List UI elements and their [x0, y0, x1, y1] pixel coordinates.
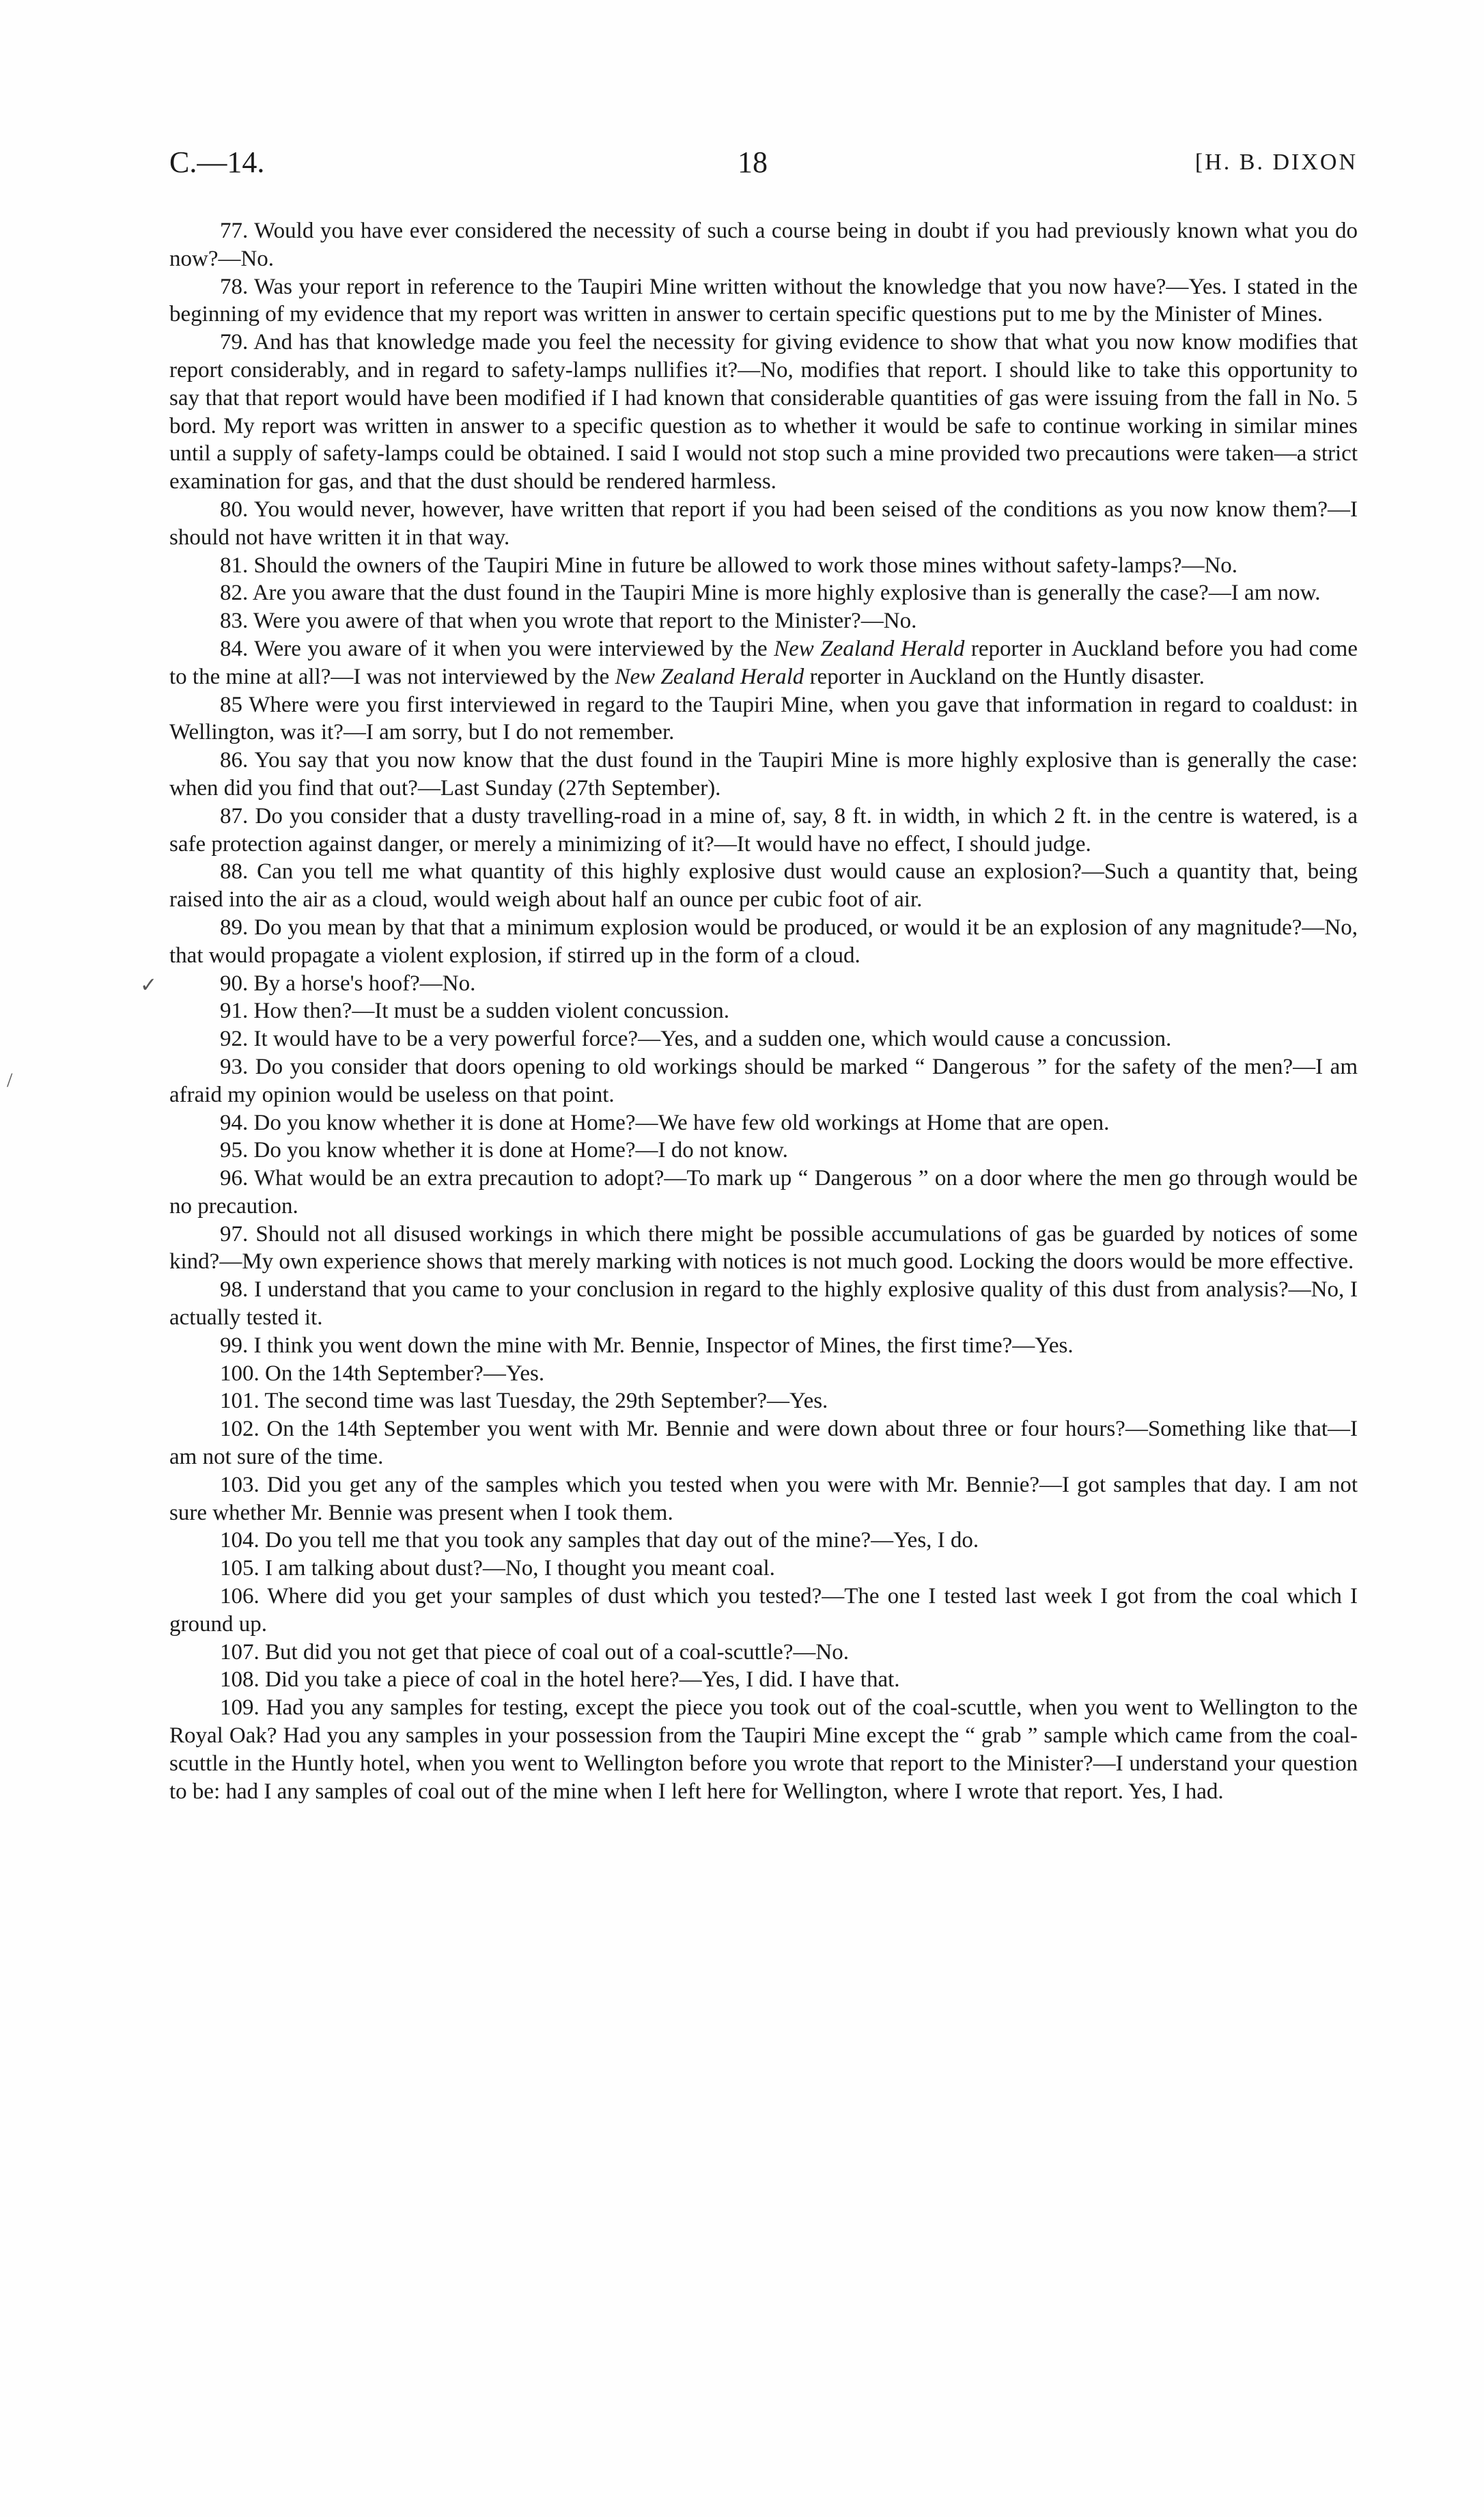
- question-84: [169, 635, 1358, 691]
- question-number: 92.: [220, 1027, 249, 1052]
- question-text: I am talking about dust?—No, I thought you meant coal.: [265, 1556, 775, 1581]
- question-text: Do you know whether it is done at Home?—I do not know.: [253, 1138, 788, 1163]
- question-text: What would be an extra precaution to adopt?—To mark up “ Dangerous ” on a door where the men go through would be no precaution.: [169, 1166, 1358, 1219]
- page-number: 18: [738, 145, 768, 179]
- question-78: [169, 273, 1358, 329]
- question-97: [169, 1221, 1358, 1277]
- question-number: 104.: [220, 1528, 260, 1553]
- question-text: Do you tell me that you took any samples that day out of the mine?—Yes, I do.: [265, 1528, 979, 1553]
- question-number: 84.: [220, 636, 249, 661]
- question-number: 95.: [220, 1138, 249, 1163]
- question-text: Would you have ever considered the necessity of such a course being in doubt if you had previously known what you do now?—No.: [169, 219, 1358, 271]
- question-number: 98.: [220, 1277, 249, 1303]
- question-92: [169, 1025, 1358, 1053]
- question-number: 107.: [220, 1639, 260, 1665]
- question-89: [169, 914, 1358, 970]
- question-82: [169, 579, 1358, 607]
- question-number: 85: [220, 692, 242, 717]
- question-number: 81.: [220, 553, 249, 578]
- question-number: 102.: [220, 1417, 260, 1442]
- question-text: Do you mean by that that a minimum explosion would be produced, or would it be an explosion of any magnitude?—No, that would propagate a violent explosion, if stirred up in the form of a cloud.: [169, 915, 1358, 968]
- question-number: 86.: [220, 748, 249, 773]
- question-102: [169, 1415, 1358, 1471]
- question-number: 83.: [220, 609, 249, 634]
- question-99: [169, 1332, 1358, 1360]
- question-text: I think you went down the mine with Mr. Bennie, Inspector of Mines, the first time?—Yes.: [253, 1333, 1074, 1358]
- pencil-tick-mark: ✓: [140, 974, 158, 997]
- question-87: [169, 803, 1358, 859]
- question-text: How then?—It must be a sudden violent concussion.: [253, 999, 730, 1024]
- question-93: [169, 1053, 1358, 1109]
- question-number: 94.: [220, 1110, 249, 1135]
- question-103: [169, 1471, 1358, 1527]
- question-text: You would never, however, have written that report if you had been seised of the conditions as you now know them?—I should not have written it in that way.: [169, 497, 1358, 550]
- question-90: [169, 970, 1358, 998]
- question-text: Do you consider that a dusty travelling-road in a mine of, say, 8 ft. in width, in which 2 ft. in the centre is watered, is a safe protection against danger, or merely a minimizing of it?—It would have no effect, I should judge.: [169, 803, 1358, 857]
- question-number: 82.: [220, 581, 249, 606]
- question-104: [169, 1527, 1358, 1555]
- newspaper-title: New Zealand Herald: [615, 664, 804, 689]
- question-105: [169, 1555, 1358, 1583]
- question-text: By a horse's hoof?—No.: [253, 971, 476, 996]
- question-number: 99.: [220, 1333, 249, 1358]
- question-text: Do you consider that doors opening to old workings should be marked “ Dangerous ” for the safety of the men?—I am afraid my opinion would be useless on that point.: [169, 1054, 1358, 1107]
- question-number: 90.: [220, 971, 249, 996]
- question-88: [169, 858, 1358, 914]
- question-77: [169, 217, 1358, 273]
- paper-reference: C.—14.: [169, 145, 265, 179]
- question-text-part: reporter in Auckland on the Huntly disaster.: [804, 664, 1205, 689]
- question-text: Where were you first interviewed in regard to the Taupiri Mine, when you gave that information in regard to coaldust: in Wellington, was it?—I am sorry, but I do not remember.: [169, 692, 1358, 745]
- question-number: 96.: [220, 1166, 249, 1191]
- question-text: Was your report in reference to the Taupiri Mine written without the knowledge that you now have?—Yes. I stated in the beginning of my evidence that my report was written in answer to certain specific questions put to me by the Minister of Mines.: [169, 274, 1358, 327]
- newspaper-title: New Zealand Herald: [774, 636, 965, 661]
- question-text: Can you tell me what quantity of this highly explosive dust would cause an explosion?—Such a quantity that, being raised into the air as a cloud, would weigh about half an ounce per cubic foot of air.: [169, 859, 1358, 913]
- question-number: 79.: [220, 330, 249, 355]
- question-number: 78.: [220, 274, 249, 299]
- question-text: You say that you now know that the dust found in the Taupiri Mine is more highly explosive than is generally the case: when did you find that out?—Last Sunday (27th September).: [169, 748, 1358, 801]
- question-95: [169, 1137, 1358, 1165]
- question-106: [169, 1583, 1358, 1639]
- question-91: [169, 997, 1358, 1025]
- question-86: [169, 747, 1358, 803]
- question-101: [169, 1387, 1358, 1415]
- running-head: [169, 142, 1358, 190]
- question-text: Are you aware that the dust found in the Taupiri Mine is more highly explosive than is generally the case?—I am now.: [252, 581, 1321, 606]
- question-96: [169, 1165, 1358, 1221]
- question-text: Were you awere of that when you wrote that report to the Minister?—No.: [253, 609, 917, 634]
- pencil-stroke-mark: /: [7, 1069, 13, 1091]
- question-number: 91.: [220, 999, 249, 1024]
- question-number: 93.: [220, 1054, 249, 1079]
- question-108: [169, 1666, 1358, 1694]
- question-number: 109.: [220, 1695, 260, 1721]
- question-text: The second time was last Tuesday, the 29th September?—Yes.: [264, 1389, 828, 1414]
- question-100: [169, 1360, 1358, 1388]
- question-text: Did you take a piece of coal in the hotel here?—Yes, I did. I have that.: [265, 1667, 900, 1693]
- question-text-part: Were you aware of it when you were interviewed by the: [254, 636, 774, 661]
- question-number: 100.: [220, 1361, 260, 1386]
- question-79: [169, 329, 1358, 496]
- question-text: Should the owners of the Taupiri Mine in future be allowed to work those mines without safety-lamps?—No.: [253, 553, 1238, 578]
- question-number: 108.: [220, 1667, 260, 1693]
- question-94: [169, 1109, 1358, 1137]
- witness-name: [H. B. DIXON: [1194, 150, 1358, 175]
- question-number: 106.: [220, 1584, 260, 1609]
- question-text: Do you know whether it is done at Home?—We have few old workings at Home that are open.: [253, 1110, 1110, 1135]
- question-text: It would have to be a very powerful force?—Yes, and a sudden one, which would cause a concussion.: [253, 1027, 1172, 1052]
- question-number: 105.: [220, 1556, 260, 1581]
- question-98: [169, 1276, 1358, 1332]
- question-number: 88.: [220, 859, 249, 885]
- evidence-body: [169, 217, 1358, 1805]
- question-text: Where did you get your samples of dust which you tested?—The one I tested last week I got from the coal which I ground up.: [169, 1584, 1358, 1637]
- question-85: [169, 691, 1358, 747]
- question-number: 97.: [220, 1221, 249, 1247]
- question-83: [169, 607, 1358, 635]
- question-107: [169, 1639, 1358, 1667]
- question-number: 80.: [220, 497, 249, 522]
- question-text: And has that knowledge made you feel the necessity for giving evidence to show that what you now know modifies that report considerably, and in regard to safety-lamps nullifies it?—No, modifies that report. I should like to take this opportunity to say that that report would have been modified if I had known that considerable quantities of gas were issuing from the fall in No. 5 bord. My report was written in answer to a specific question as to whether it would be safe to continue working in similar mines until a supply of safety-lamps could be obtained. I said I would not stop such a mine provided two precautions were taken—a strict examination for gas, and that the dust should be rendered harmless.: [169, 330, 1358, 495]
- question-text: Did you get any of the samples which you tested when you were with Mr. Bennie?—I got samples that day. I am not sure whether Mr. Bennie was present when I took them.: [169, 1472, 1358, 1525]
- question-text: I understand that you came to your conclusion in regard to the highly explosive quality of this dust from analysis?—No, I actually tested it.: [169, 1277, 1358, 1331]
- question-number: 103.: [220, 1472, 260, 1497]
- question-text: But did you not get that piece of coal out of a coal-scuttle?—No.: [265, 1639, 850, 1665]
- question-number: 101.: [220, 1389, 260, 1414]
- question-number: 77.: [220, 219, 249, 243]
- question-text: Had you any samples for testing, except the piece you took out of the coal-scuttle, when you went to Wellington to the Royal Oak? Had you any samples in your possession from the Taupiri Mine except the “ grab ” sample which came from the coal-scuttle in the Huntly hotel, when you went to Wellington before you wrote that report to the Minister?—I understand your question to be: had I any samples of coal out of the mine when I left here for Wellington, where I wrote that report. Yes, I had.: [169, 1695, 1358, 1804]
- question-number: 87.: [220, 803, 249, 829]
- question-text: On the 14th September?—Yes.: [265, 1361, 545, 1386]
- question-80: [169, 496, 1358, 552]
- question-81: [169, 552, 1358, 580]
- question-109: [169, 1694, 1358, 1805]
- question-number: 89.: [220, 915, 249, 940]
- question-text: On the 14th September you went with Mr. Bennie and were down about three or four hours?—Something like that—I am not sure of the time.: [169, 1417, 1358, 1470]
- question-text: Should not all disused workings in which there might be possible accumulations of gas be guarded by notices of some kind?—My own experience shows that merely marking with notices is not much good. Locking the doors would be more effective.: [169, 1221, 1358, 1275]
- question-text-part: reporter in Auckland before you had come to the mine at all?—I was not interviewed by the: [169, 636, 1358, 689]
